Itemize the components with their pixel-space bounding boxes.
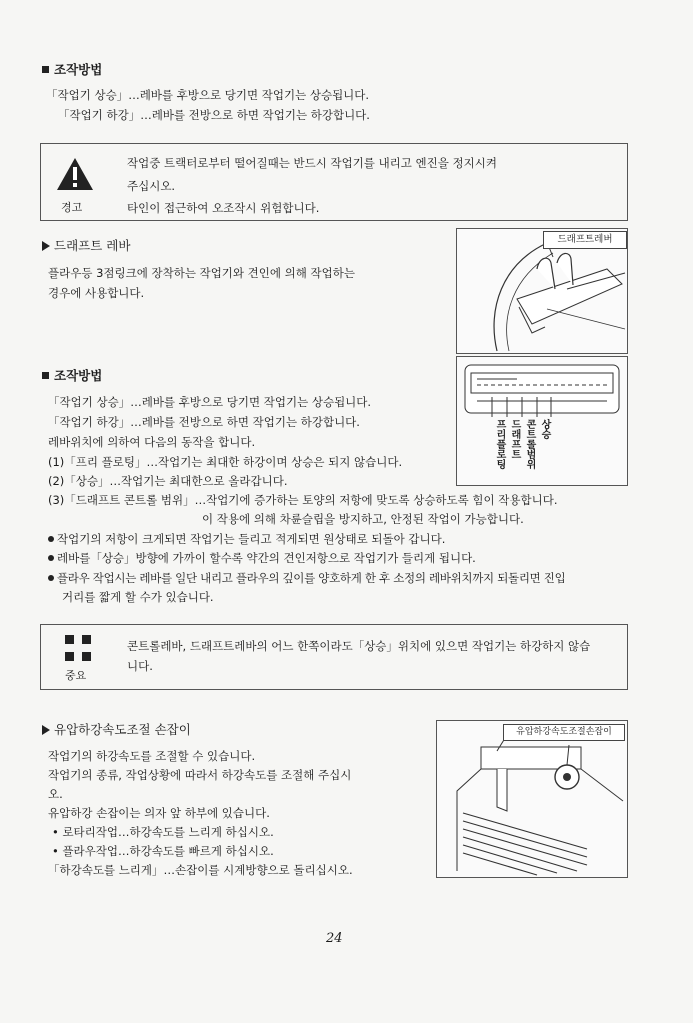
section2-line-7: 이 작용에 의해 차륜슬립을 방지하고, 안정된 작업이 가능합니다. (202, 512, 524, 526)
label-raise: 상승 (539, 419, 550, 439)
draft-lever-callout: 드래프트레버 (543, 231, 627, 249)
important-box (40, 624, 628, 690)
section2-line-5: (2)「상승」…작업기는 최대한으로 올라갑니다. (48, 474, 288, 488)
bullet-continuation: 거리를 짧게 할 수가 있습니다. (62, 590, 214, 604)
hydraulic-heading: 유압하강속도조절 손잡이 (42, 720, 191, 738)
hydraulic-line-2: 작업기의 종류, 작업상황에 따라서 하강속도를 조절해 주십시 (48, 768, 352, 782)
page-number: 24 (326, 931, 343, 946)
warning-box (40, 143, 628, 221)
section2-heading: 조작방법 (42, 366, 102, 384)
square-bullet-icon (42, 66, 49, 73)
draft-heading: 드래프트 레바 (42, 236, 130, 254)
warning-label: 경고 (61, 201, 83, 214)
square-bullet-icon (42, 372, 49, 379)
hydraulic-line-4: 유압하강 손잡이는 의자 앞 하부에 있습니다. (48, 806, 270, 820)
warning-line-2: 주십시오. (127, 179, 176, 193)
draft-line-2: 경우에 사용합니다. (48, 286, 145, 300)
bullet-item: 작업기의 저항이 크게되면 작업기는 들리고 적게되면 원상태로 되돌아 갑니다. (48, 530, 445, 548)
hydraulic-line-1: 작업기의 하강속도를 조절할 수 있습니다. (48, 749, 256, 763)
triangle-bullet-icon (42, 241, 50, 251)
label-draft: 드래프트 (509, 419, 520, 459)
section2-line-3: 레바위치에 의하여 다음의 동작을 합니다. (48, 435, 256, 449)
bullet-item: 레바를「상승」방향에 가까이 할수록 약간의 견인저항으로 작업기가 들리게 됩니다. (48, 549, 476, 567)
dot-bullet-icon (48, 555, 54, 561)
label-free-floating: 프리플로팅 (494, 419, 505, 469)
triangle-bullet-icon (42, 725, 50, 735)
section2-line-1: 「작업기 상승」…레바를 후방으로 당기면 작업기는 상승됩니다. (48, 395, 372, 409)
important-label: 중요 (65, 669, 87, 682)
important-line-1: 콘트롤레바, 드래프트레바의 어느 한쪽이라도「상승」위치에 있으면 작업기는 하강하지 않습 (127, 639, 591, 653)
warning-triangle-icon (55, 156, 95, 196)
important-icon (63, 633, 93, 667)
lever-position-figure (456, 356, 628, 486)
section2-line-6: (3)「드래프트 콘트롤 범위」…작업기에 증가하는 토양의 저항에 맞도록 상승하도록 힘이 작용합니다. (48, 493, 558, 507)
warning-line-1: 작업중 트랙터로부터 떨어질때는 반드시 작업기를 내리고 엔진을 정지시켜 (127, 156, 497, 170)
draft-line-1: 플라우등 3점링크에 장착하는 작업기와 견인에 의해 작업하는 (48, 266, 355, 280)
draft-lever-figure (456, 228, 628, 354)
section2-line-2: 「작업기 하강」…레바를 전방으로 하면 작업기는 하강합니다. (48, 415, 360, 429)
hydraulic-line-7: 「하강속도를 느리게」…손잡이를 시계방향으로 돌리십시오. (48, 863, 353, 877)
section1-line-2: 「작업기 하강」…레바를 전방으로 하면 작업기는 하강합니다. (58, 108, 370, 122)
hydraulic-knob-figure (436, 720, 628, 878)
label-control-range: 콘트롤범위 (524, 419, 535, 469)
hydraulic-line-5: • 로타리작업…하강속도를 느리게 하십시오. (52, 825, 274, 839)
section1-line-1: 「작업기 상승」…레바를 후방으로 당기면 작업기는 상승됩니다. (46, 88, 370, 102)
hydraulic-knob-illustration (437, 721, 627, 877)
dot-bullet-icon (48, 536, 54, 542)
hydraulic-knob-callout: 유압하강속도조절손잡이 (503, 724, 625, 741)
hydraulic-line-3: 오. (48, 787, 63, 801)
section1-heading: 조작방법 (42, 60, 102, 78)
hydraulic-line-6: • 플라우작업…하강속도를 빠르게 하십시오. (52, 844, 274, 858)
section2-line-4: (1)「프리 플로팅」…작업기는 최대한 하강이며 상승은 되지 않습니다. (48, 455, 403, 469)
warning-line-3: 타인이 접근하여 오조작시 위험합니다. (127, 201, 320, 215)
important-line-2: 니다. (127, 659, 153, 673)
bullet-item: 플라우 작업시는 레바를 일단 내리고 플라우의 깊이를 양호하게 한 후 소정의 레바위치까지 되돌리면 진입 (48, 569, 565, 587)
dot-bullet-icon (48, 575, 54, 581)
